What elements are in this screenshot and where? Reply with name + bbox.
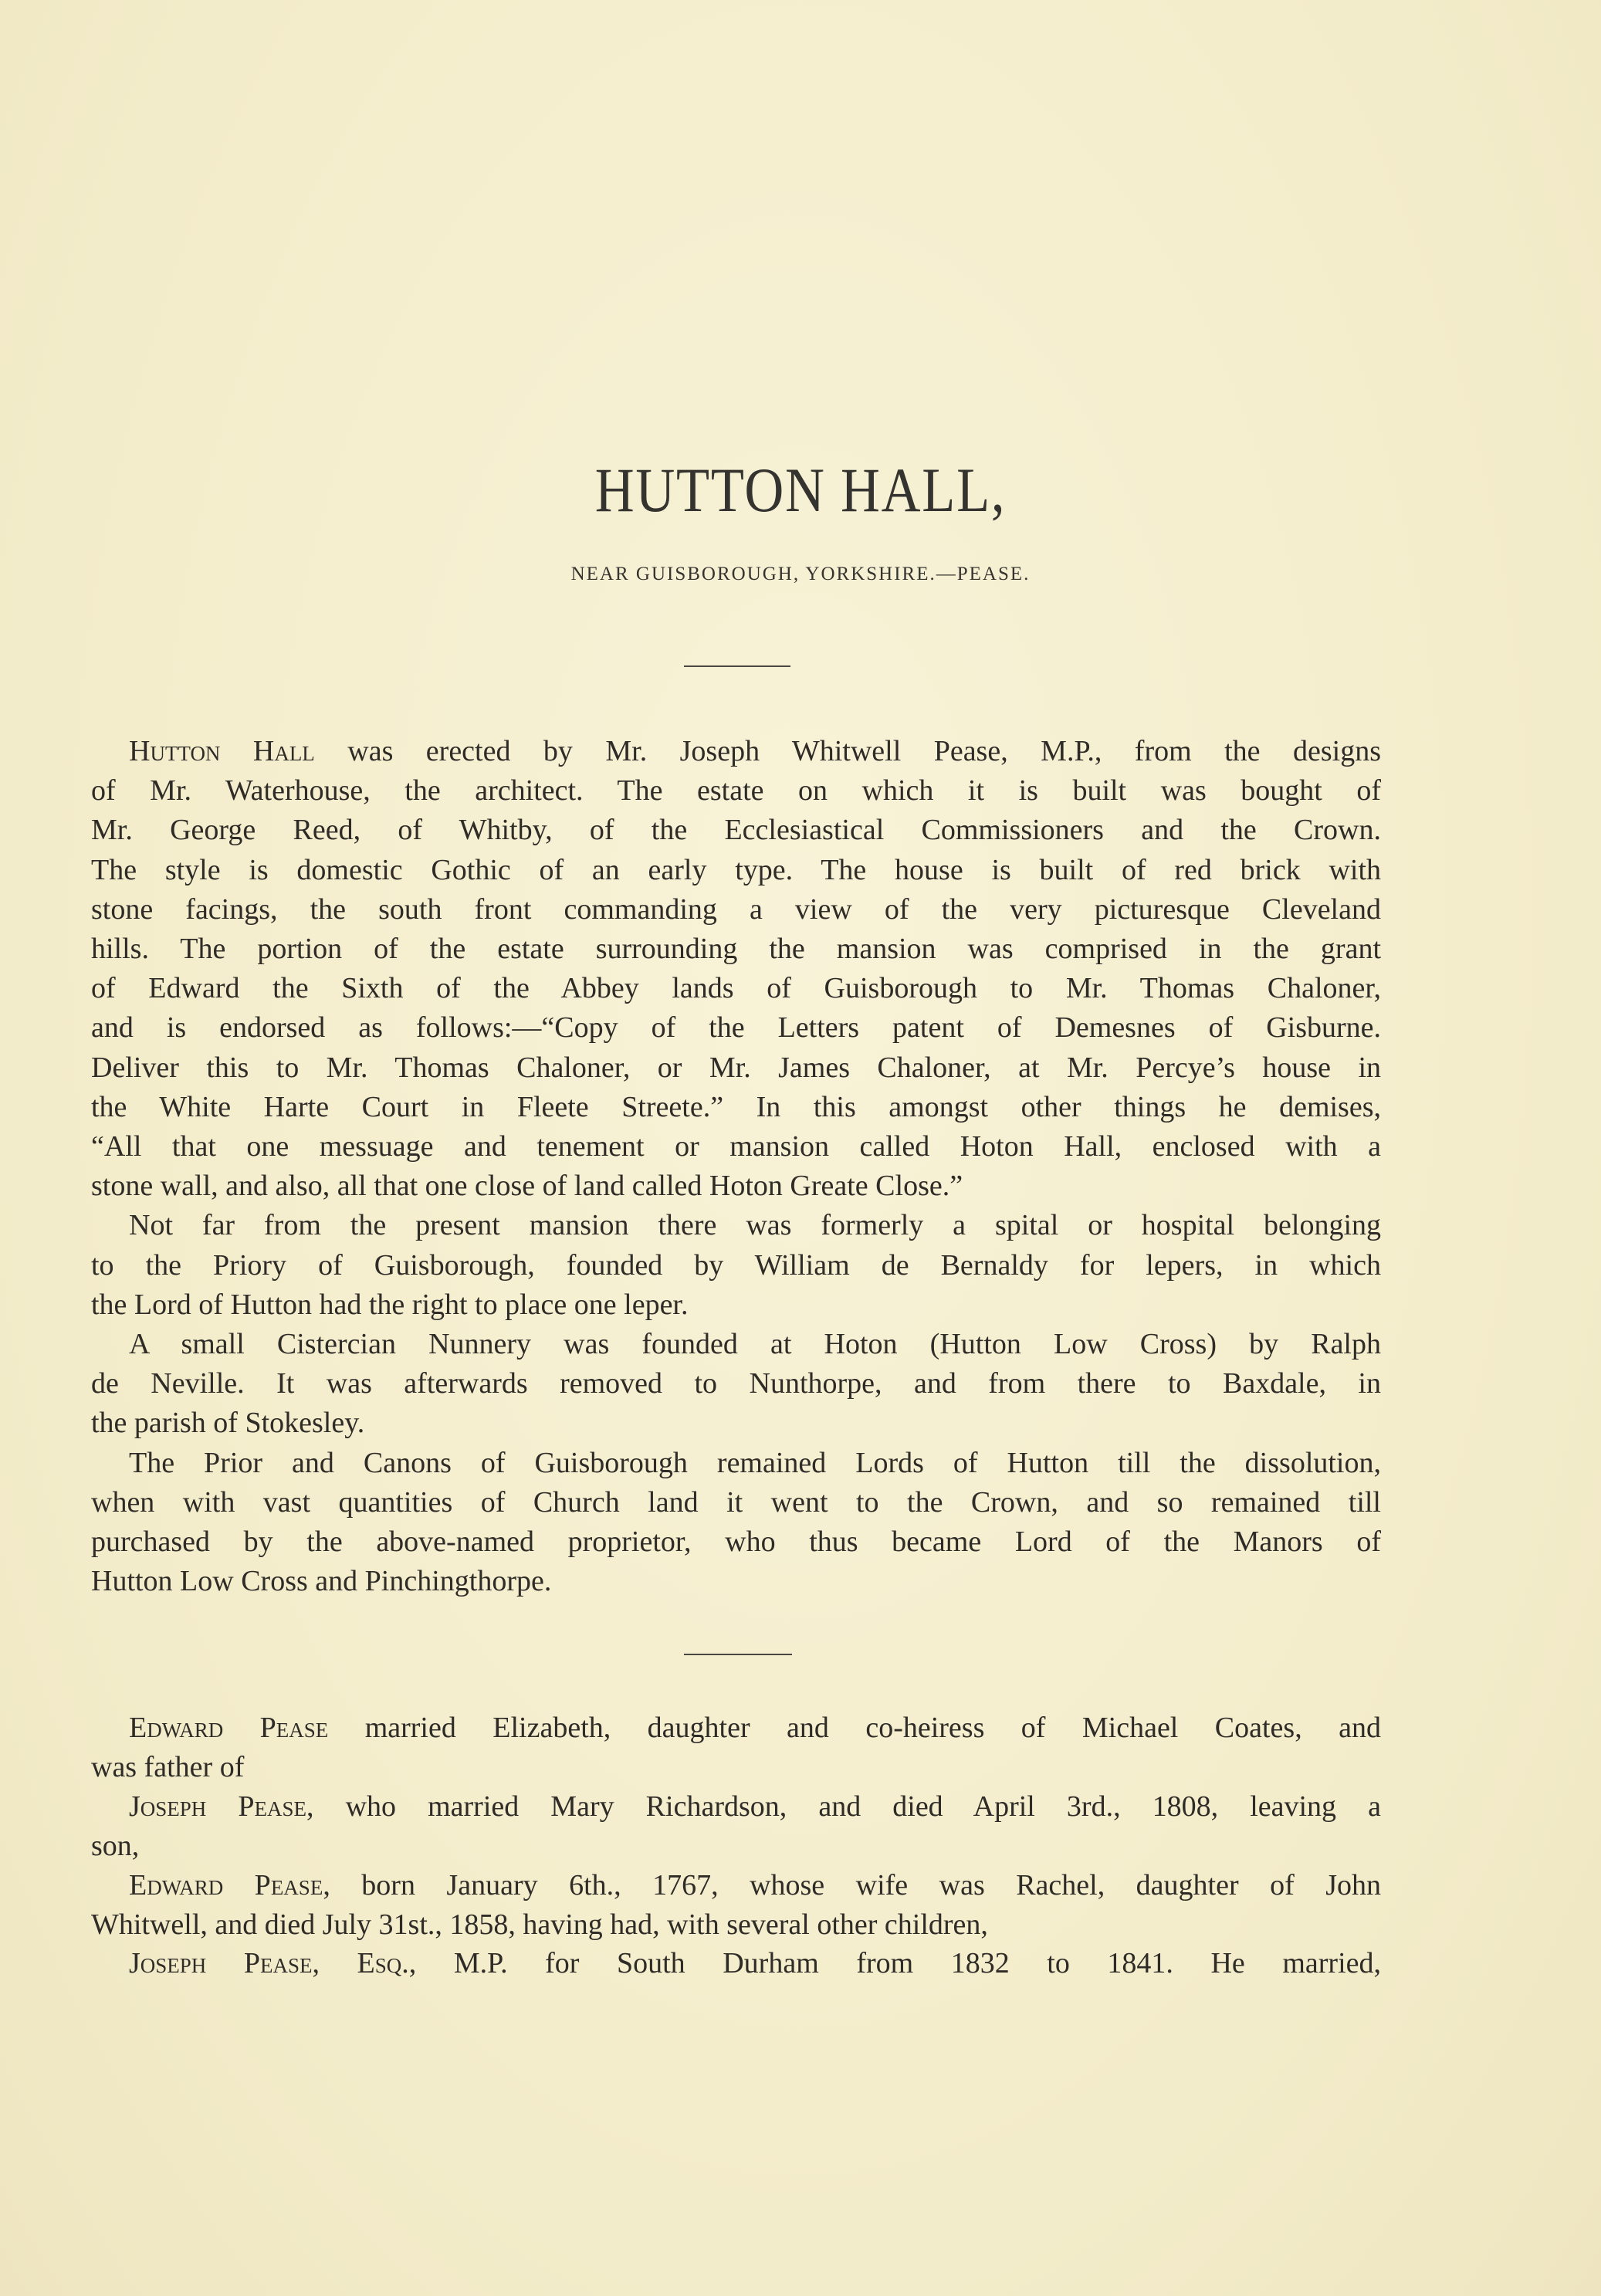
text-line (91, 969, 1381, 1008)
line-text: the parish of Stokesley. (91, 1407, 365, 1440)
page-title: HUTTON HALL, (594, 455, 1007, 525)
line-text: , M.P. for South Durham from 1832 to 1841. He married, (408, 1947, 1382, 1980)
text-line (91, 1127, 1381, 1167)
name-small-caps: Edward Pease (129, 1712, 329, 1744)
name-small-caps: Joseph Pease (129, 1790, 307, 1823)
text-line (129, 1325, 1381, 1364)
text-line (91, 1048, 1381, 1088)
text-line (91, 1246, 1381, 1285)
line-text: of Edward the Sixth of the Abbey lands of Guisborough to Mr. Thomas Chaloner, (91, 972, 1381, 1005)
line-text: was erected by Mr. Joseph Whitwell Pease, M.P., from the designs (314, 735, 1381, 767)
name-small-caps: Hutton Hall (129, 735, 315, 767)
line-text: of Mr. Waterhouse, the architect. The estate on which it is built was bought of (91, 774, 1381, 808)
line-text: purchased by the above-named proprietor, who thus became Lord of the Manors of (91, 1526, 1381, 1558)
line-text: , who married Mary Richardson, and died April 3rd., 1808, leaving a (306, 1790, 1381, 1823)
text-line (91, 1167, 963, 1206)
text-line (129, 732, 1381, 771)
line-text: to the Priory of Guisborough, founded by William de Bernaldy for lepers, in which (91, 1248, 1381, 1282)
line-text: de Neville. It was afterwards removed to Nunthorpe, and from there to Baxdale, in (91, 1367, 1381, 1400)
text-line (91, 1285, 689, 1325)
text-line (91, 1088, 1381, 1127)
text-line (91, 1522, 1381, 1562)
text-line (91, 1483, 1381, 1522)
text-line (129, 1206, 1381, 1245)
line-text: hills. The portion of the estate surrounding the mansion was comprised in the grant (91, 933, 1381, 965)
text-line (91, 1364, 1381, 1404)
line-text: Not far from the present mansion there was formerly a spital or hospital belonging (129, 1209, 1381, 1242)
line-text: Deliver this to Mr. Thomas Chaloner, or Mr. James Chaloner, at Mr. Percye’s house in (91, 1051, 1381, 1084)
text-line (91, 890, 1381, 930)
page-subtitle: NEAR GUISBOROUGH, YORKSHIRE.—PEASE. (570, 564, 1031, 584)
line-text: was father of (91, 1750, 245, 1783)
line-text: the White Harte Court in Fleete Streete.” In this amongst other things he demises, (91, 1090, 1381, 1123)
line-text: A small Cistercian Nunnery was founded at Hoton (Hutton Low Cross) by Ralph (129, 1328, 1381, 1360)
text-line (129, 1787, 1381, 1827)
line-text: The Prior and Canons of Guisborough remained Lords of Hutton till the dissolution, (129, 1446, 1381, 1479)
line-text: Whitwell, and died July 31st., 1858, having had, with several other children, (91, 1908, 988, 1941)
text-line (91, 1748, 244, 1787)
divider-rule (684, 1654, 792, 1655)
line-text: when with vast quantities of Church land it went to the Crown, and so remained till (91, 1485, 1381, 1519)
line-text: and is endorsed as follows:—“Copy of the Letters patent of Demesnes of Gisburne. (91, 1011, 1381, 1045)
line-text: Hutton Low Cross and Pinchingthorpe. (91, 1565, 552, 1598)
line-text: “All that one messuage and tenement or mansion called Hoton Hall, enclosed with a (91, 1130, 1381, 1163)
text-line (91, 1008, 1381, 1048)
text-line (91, 1905, 988, 1945)
text-line (91, 851, 1381, 890)
line-text: stone facings, the south front commanding a view of the very picturesque Cleveland (91, 892, 1381, 926)
text-line (91, 1827, 139, 1866)
divider-rule (684, 665, 790, 667)
text-line (91, 1404, 364, 1443)
text-line (129, 1944, 1381, 1983)
line-text: married Elizabeth, daughter and co-heiress of Michael Coates, and (328, 1712, 1381, 1744)
line-text: Mr. George Reed, of Whitby, of the Ecclesiastical Commissioners and the Crown. (91, 814, 1381, 847)
text-line (91, 1562, 551, 1601)
line-text: son, (91, 1829, 140, 1862)
line-text: , born January 6th., 1767, whose wife was Rachel, daughter of John (323, 1868, 1382, 1901)
text-line (91, 811, 1381, 850)
text-line (91, 930, 1381, 969)
text-line (129, 1444, 1381, 1483)
text-line (91, 771, 1381, 811)
name-small-caps: Joseph Pease, Esq. (129, 1947, 409, 1980)
line-text: stone wall, and also, all that one close of land called Hoton Greate Close.” (91, 1170, 963, 1203)
line-text: the Lord of Hutton had the right to place one leper. (91, 1288, 689, 1321)
name-small-caps: Edward Pease (129, 1868, 323, 1901)
text-line (129, 1866, 1381, 1905)
line-text: The style is domestic Gothic of an early type. The house is built of red brick with (91, 853, 1381, 886)
text-line (129, 1708, 1381, 1748)
